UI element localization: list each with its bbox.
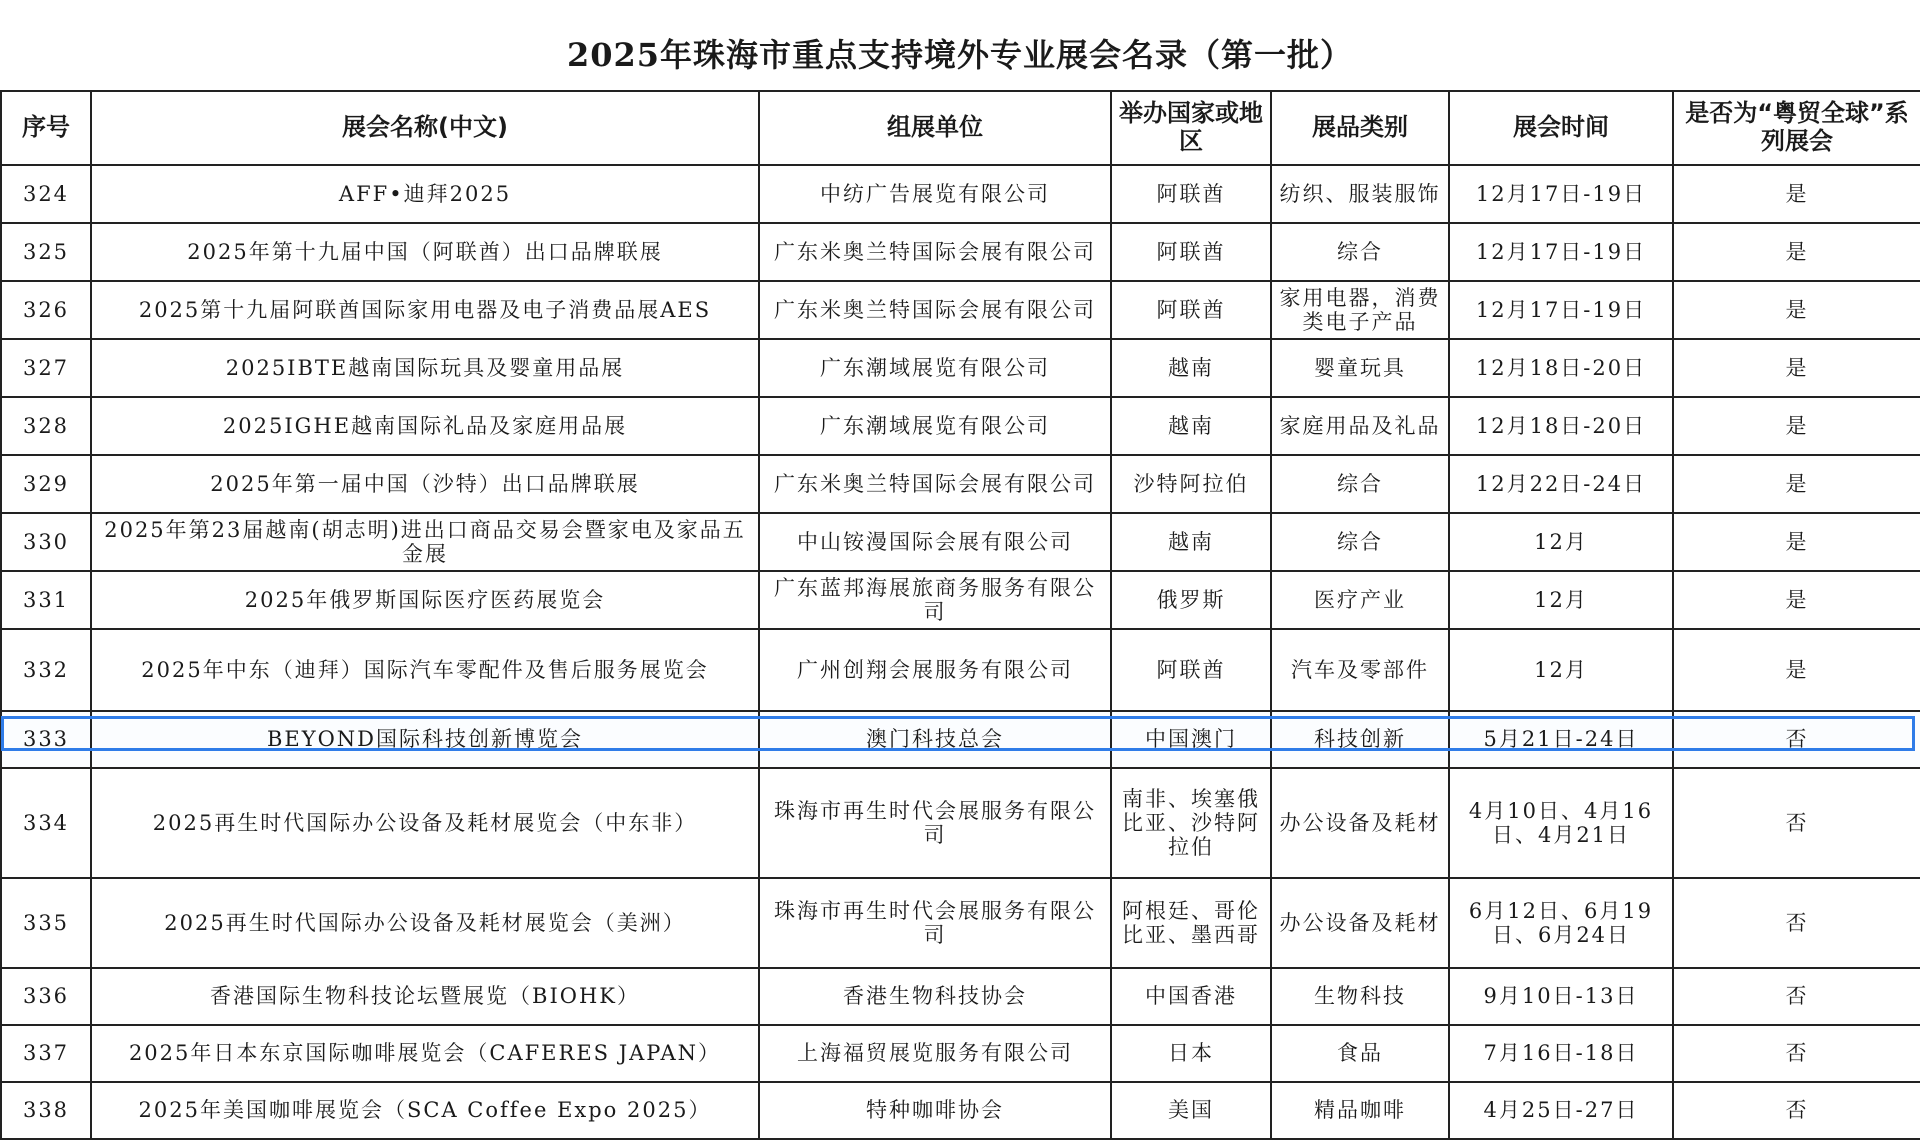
cell-country: 阿联酋 bbox=[1111, 281, 1271, 339]
cell-date: 12月 bbox=[1449, 571, 1673, 629]
cell-name: 2025IBTE越南国际玩具及婴童用品展 bbox=[91, 339, 759, 397]
cell-country: 沙特阿拉伯 bbox=[1111, 455, 1271, 513]
cell-country: 阿联酋 bbox=[1111, 165, 1271, 223]
cell-series: 否 bbox=[1673, 1025, 1920, 1082]
cell-series: 是 bbox=[1673, 223, 1920, 281]
cell-organizer: 广东米奥兰特国际会展有限公司 bbox=[759, 223, 1111, 281]
cell-country: 阿联酋 bbox=[1111, 629, 1271, 711]
cell-date: 12月17日-19日 bbox=[1449, 223, 1673, 281]
cell-organizer: 珠海市再生时代会展服务有限公司 bbox=[759, 878, 1111, 968]
cell-series: 是 bbox=[1673, 281, 1920, 339]
table-row[interactable] bbox=[1, 768, 1920, 878]
cell-date: 12月22日-24日 bbox=[1449, 455, 1673, 513]
table-row[interactable] bbox=[1, 629, 1920, 711]
cell-date: 12月17日-19日 bbox=[1449, 165, 1673, 223]
cell-index: 335 bbox=[1, 878, 91, 968]
cell-organizer: 广东潮域展览有限公司 bbox=[759, 339, 1111, 397]
cell-country: 越南 bbox=[1111, 339, 1271, 397]
table-row[interactable] bbox=[1, 1082, 1920, 1139]
cell-date: 4月10日、4月16日、4月21日 bbox=[1449, 768, 1673, 878]
cell-category: 医疗产业 bbox=[1271, 571, 1449, 629]
table-row[interactable] bbox=[1, 968, 1920, 1025]
cell-date: 7月16日-18日 bbox=[1449, 1025, 1673, 1082]
col-header-date: 展会时间 bbox=[1449, 91, 1673, 165]
cell-category: 纺织、服装服饰 bbox=[1271, 165, 1449, 223]
cell-series: 是 bbox=[1673, 165, 1920, 223]
cell-date: 12月18日-20日 bbox=[1449, 397, 1673, 455]
cell-index: 331 bbox=[1, 571, 91, 629]
cell-index: 325 bbox=[1, 223, 91, 281]
cell-category: 精品咖啡 bbox=[1271, 1082, 1449, 1139]
table-row[interactable] bbox=[1, 397, 1920, 455]
cell-name: AFF•迪拜2025 bbox=[91, 165, 759, 223]
cell-date: 4月25日-27日 bbox=[1449, 1082, 1673, 1139]
cell-organizer: 广东潮域展览有限公司 bbox=[759, 397, 1111, 455]
cell-date: 9月10日-13日 bbox=[1449, 968, 1673, 1025]
cell-country: 南非、埃塞俄比亚、沙特阿拉伯 bbox=[1111, 768, 1271, 878]
cell-date: 12月17日-19日 bbox=[1449, 281, 1673, 339]
cell-category: 科技创新 bbox=[1271, 711, 1449, 768]
cell-name: 2025年第一届中国（沙特）出口品牌联展 bbox=[91, 455, 759, 513]
cell-organizer: 广东米奥兰特国际会展有限公司 bbox=[759, 455, 1111, 513]
table-row[interactable] bbox=[1, 513, 1920, 571]
cell-series: 是 bbox=[1673, 571, 1920, 629]
cell-organizer: 中纺广告展览有限公司 bbox=[759, 165, 1111, 223]
cell-index: 334 bbox=[1, 768, 91, 878]
cell-organizer: 中山铵漫国际会展有限公司 bbox=[759, 513, 1111, 571]
cell-series: 否 bbox=[1673, 768, 1920, 878]
cell-category: 办公设备及耗材 bbox=[1271, 878, 1449, 968]
col-header-name: 展会名称(中文) bbox=[91, 91, 759, 165]
cell-date: 6月12日、6月19日、6月24日 bbox=[1449, 878, 1673, 968]
col-header-series: 是否为“粤贸全球”系列展会 bbox=[1673, 91, 1920, 165]
table-row[interactable] bbox=[1, 339, 1920, 397]
col-header-index: 序号 bbox=[1, 91, 91, 165]
cell-name: 香港国际生物科技论坛暨展览（BIOHK） bbox=[91, 968, 759, 1025]
table-row[interactable] bbox=[1, 455, 1920, 513]
cell-category: 生物科技 bbox=[1271, 968, 1449, 1025]
cell-series: 是 bbox=[1673, 629, 1920, 711]
document-title: 2025年珠海市重点支持境外专业展会名录（第一批） bbox=[566, 36, 1354, 74]
col-header-category: 展品类别 bbox=[1271, 91, 1449, 165]
cell-country: 美国 bbox=[1111, 1082, 1271, 1139]
cell-organizer: 广东米奥兰特国际会展有限公司 bbox=[759, 281, 1111, 339]
cell-category: 综合 bbox=[1271, 513, 1449, 571]
cell-country: 越南 bbox=[1111, 513, 1271, 571]
cell-organizer: 广东蓝邦海展旅商务服务有限公司 bbox=[759, 571, 1111, 629]
cell-date: 12月 bbox=[1449, 629, 1673, 711]
cell-country: 日本 bbox=[1111, 1025, 1271, 1082]
cell-index: 327 bbox=[1, 339, 91, 397]
cell-country: 越南 bbox=[1111, 397, 1271, 455]
cell-index: 328 bbox=[1, 397, 91, 455]
cell-index: 336 bbox=[1, 968, 91, 1025]
cell-date: 5月21日-24日 bbox=[1449, 711, 1673, 768]
cell-category: 综合 bbox=[1271, 223, 1449, 281]
cell-organizer: 特种咖啡协会 bbox=[759, 1082, 1111, 1139]
cell-series: 否 bbox=[1673, 711, 1920, 768]
cell-name: 2025年第23届越南(胡志明)进出口商品交易会暨家电及家品五金展 bbox=[91, 513, 759, 571]
cell-index: 333 bbox=[1, 711, 91, 768]
table-row-selected[interactable] bbox=[1, 711, 1920, 768]
cell-series: 否 bbox=[1673, 1082, 1920, 1139]
cell-index: 324 bbox=[1, 165, 91, 223]
cell-index: 329 bbox=[1, 455, 91, 513]
cell-country: 中国澳门 bbox=[1111, 711, 1271, 768]
table-row[interactable] bbox=[1, 165, 1920, 223]
cell-index: 338 bbox=[1, 1082, 91, 1139]
cell-index: 337 bbox=[1, 1025, 91, 1082]
cell-organizer: 澳门科技总会 bbox=[759, 711, 1111, 768]
cell-series: 是 bbox=[1673, 513, 1920, 571]
cell-category: 家庭用品及礼品 bbox=[1271, 397, 1449, 455]
cell-name: 2025再生时代国际办公设备及耗材展览会（美洲） bbox=[91, 878, 759, 968]
exhibition-table bbox=[0, 90, 1920, 1140]
cell-category: 办公设备及耗材 bbox=[1271, 768, 1449, 878]
cell-category: 婴童玩具 bbox=[1271, 339, 1449, 397]
cell-index: 330 bbox=[1, 513, 91, 571]
cell-country: 阿联酋 bbox=[1111, 223, 1271, 281]
cell-category: 综合 bbox=[1271, 455, 1449, 513]
table-row[interactable] bbox=[1, 571, 1920, 629]
cell-series: 是 bbox=[1673, 339, 1920, 397]
cell-name: BEYOND国际科技创新博览会 bbox=[91, 711, 759, 768]
cell-category: 汽车及零部件 bbox=[1271, 629, 1449, 711]
cell-index: 332 bbox=[1, 629, 91, 711]
table-row[interactable] bbox=[1, 1025, 1920, 1082]
cell-name: 2025年俄罗斯国际医疗医药展览会 bbox=[91, 571, 759, 629]
cell-organizer: 珠海市再生时代会展服务有限公司 bbox=[759, 768, 1111, 878]
cell-category: 食品 bbox=[1271, 1025, 1449, 1082]
cell-name: 2025年中东（迪拜）国际汽车零配件及售后服务展览会 bbox=[91, 629, 759, 711]
cell-name: 2025再生时代国际办公设备及耗材展览会（中东非） bbox=[91, 768, 759, 878]
table-row[interactable] bbox=[1, 281, 1920, 339]
header-row bbox=[1, 91, 1920, 165]
cell-organizer: 香港生物科技协会 bbox=[759, 968, 1111, 1025]
cell-organizer: 广州创翔会展服务有限公司 bbox=[759, 629, 1111, 711]
table-row[interactable] bbox=[1, 223, 1920, 281]
cell-series: 是 bbox=[1673, 397, 1920, 455]
cell-date: 12月 bbox=[1449, 513, 1673, 571]
cell-name: 2025第十九届阿联酋国际家用电器及电子消费品展AES bbox=[91, 281, 759, 339]
cell-name: 2025年美国咖啡展览会（SCA Coffee Expo 2025） bbox=[91, 1082, 759, 1139]
cell-series: 是 bbox=[1673, 455, 1920, 513]
col-header-country: 举办国家或地区 bbox=[1111, 91, 1271, 165]
cell-name: 2025IGHE越南国际礼品及家庭用品展 bbox=[91, 397, 759, 455]
cell-category: 家用电器，消费类电子产品 bbox=[1271, 281, 1449, 339]
cell-country: 俄罗斯 bbox=[1111, 571, 1271, 629]
col-header-organizer: 组展单位 bbox=[759, 91, 1111, 165]
cell-name: 2025年日本东京国际咖啡展览会（CAFERES JAPAN） bbox=[91, 1025, 759, 1082]
cell-index: 326 bbox=[1, 281, 91, 339]
table-row[interactable] bbox=[1, 878, 1920, 968]
cell-organizer: 上海福贸展览服务有限公司 bbox=[759, 1025, 1111, 1082]
cell-name: 2025年第十九届中国（阿联酋）出口品牌联展 bbox=[91, 223, 759, 281]
cell-series: 否 bbox=[1673, 878, 1920, 968]
cell-country: 中国香港 bbox=[1111, 968, 1271, 1025]
cell-series: 否 bbox=[1673, 968, 1920, 1025]
cell-date: 12月18日-20日 bbox=[1449, 339, 1673, 397]
cell-country: 阿根廷、哥伦比亚、墨西哥 bbox=[1111, 878, 1271, 968]
